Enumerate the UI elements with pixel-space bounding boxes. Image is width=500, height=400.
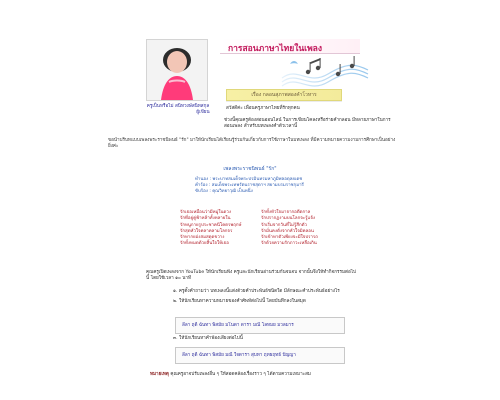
lyric-line: รักหากยอ่งสมสดุดขวาง xyxy=(180,235,225,241)
lyric-line: รักทั้งหัวใจมาจากอดีตกาล xyxy=(261,210,311,215)
lyric-line: รักเธอเหมือนว่ามีหมู่ในดวง xyxy=(180,210,231,215)
lyric-line: รักเริ่มจากวันที่ไม่รู้สึกตัว xyxy=(261,222,307,228)
lyric-line: รักสุดหัวใจคลาคลามโลกจร xyxy=(180,228,233,234)
answer-text-1: ลีลา ฤดี ฉันทา พิสมัย มโนดา ดารา มณี โลหมย มวลมาร xyxy=(182,323,294,328)
song-credit-line: คำร้อง : สมเด็จพระเทพรัตนราชสุดาฯ สยามบรมราชกุมารี xyxy=(195,183,304,189)
lyrics-right xyxy=(261,210,318,248)
activity-task-2: ๒. ให้นักเรียนหาความหมายของคำศัพท์ต่อไปนี้ โดยบันทึกลงในสมุด xyxy=(173,299,306,304)
lyric-line: รักด้วยความรักภาวะเหลือเกิน xyxy=(261,241,317,247)
page-title: การสอนภาษาไทยในเพลง xyxy=(228,44,323,54)
author-name xyxy=(118,104,238,116)
answer-text-2: ลีลา ฤดี ฉันทา พิสมัย มณี ใจดารา สุบทา ฤทธฤทธ์ ปัญญา xyxy=(182,353,296,358)
subtitle: เรื่อง กลอนสุภาพสองคำโวหาร xyxy=(251,92,317,98)
author-name-line2: ผู้เขียน xyxy=(196,110,210,115)
lyric-line: รักที่อยู่คู่ฟ้าหล้าทั้งหลายใน xyxy=(180,216,231,222)
lyric-line: รักหนูกายรูประชาคนีโคตรพฤกษ์ xyxy=(180,222,242,228)
song-credit-line: ขับร้อง : คุณวิทยาวุฒิ เป็นหนึ่ง xyxy=(195,189,253,195)
lyrics-left xyxy=(180,210,241,248)
lyric-line: รักทั้งหมดด้วยสิ้นใจให้เธอ xyxy=(180,241,229,247)
note-label: หมายเหตุ xyxy=(150,372,169,377)
note xyxy=(150,371,311,378)
lyric-line: รักมั่นคงดั่งจากหัวใจมิคลอน xyxy=(261,228,314,234)
lyric-line: รักปรากฏงามบนโลกจะรู้แจ้ง xyxy=(261,216,316,222)
subtitle-bar xyxy=(226,89,342,101)
music-notes-icon xyxy=(280,52,370,90)
activity-task-3: ๓. ให้นักเรียนหาคำพ้องเสียงต่อไปนี้ xyxy=(173,336,243,341)
activity-paragraph: คุณครูเปิดเพลงจาก YouTube ให้นักเรียนฟัง ครูและนักเรียนอ่านร่วมกันจนจบ จากนั้นจึงให้ทำกิจกรรมต่อไปนี้ โดยใช้เวลา ๑๐ นาที xyxy=(146,270,356,282)
activity-task-1: ๑. ครูตั้งคำถามว่า บทเพลงนี้แต่งด้วยคำประพันธ์ชนิดใด มีลักษณะคำประพันธ์อย่างไร xyxy=(173,289,340,294)
author-name-line1: ครูเป็นหรือไม่ สนิทวงษ์สนิทสกุล xyxy=(146,104,210,109)
answer-box-2 xyxy=(175,347,345,364)
song-credit-line: ทำนอง : พระบาทสมเด็จพระปรมินทรมหาภูมิพลอดุลยเดช xyxy=(195,177,303,182)
answer-box-1 xyxy=(175,317,345,334)
song-title: เพลงพระราชนิพนธ์ "รัก" xyxy=(223,166,277,172)
note-text: คุณครูอาจปรับเพลงอื่น ๆ ให้สอดคล้องเรื่องราว ๆ ได้ตามความเหมาะสม xyxy=(170,372,311,377)
section-intro: ขอนำบริบทแบบเพลงพระราชนิพนธ์ "รัก" มาให้นักเรียนได้เรียนรู้ร่วมกันเกี่ยวกับการใช้ภาษาในบทเพลง ที่มีความหมายความงามการศึกษาเป็นอย่างยิ่งค่ะ xyxy=(108,138,396,150)
lyric-line: รักเข้าหาตัวเพียงจะมีใจปรารถ xyxy=(261,235,318,241)
song-credits xyxy=(195,177,355,196)
intro-paragraph: ช่วงนี้คุณครูต้องสอนออนไลน์ ในการเขียนโคลงหรือร่ายคำกลอน มีหลายภาษาในการสอนเพลง สำหรับบทเพลงคำตัวเวลานี้ xyxy=(224,118,391,130)
intro-byline: สวัสดีค่ะ เพื่อนครูภาษาไทยที่รักทุกคน xyxy=(226,106,300,111)
author-photo xyxy=(146,39,208,101)
